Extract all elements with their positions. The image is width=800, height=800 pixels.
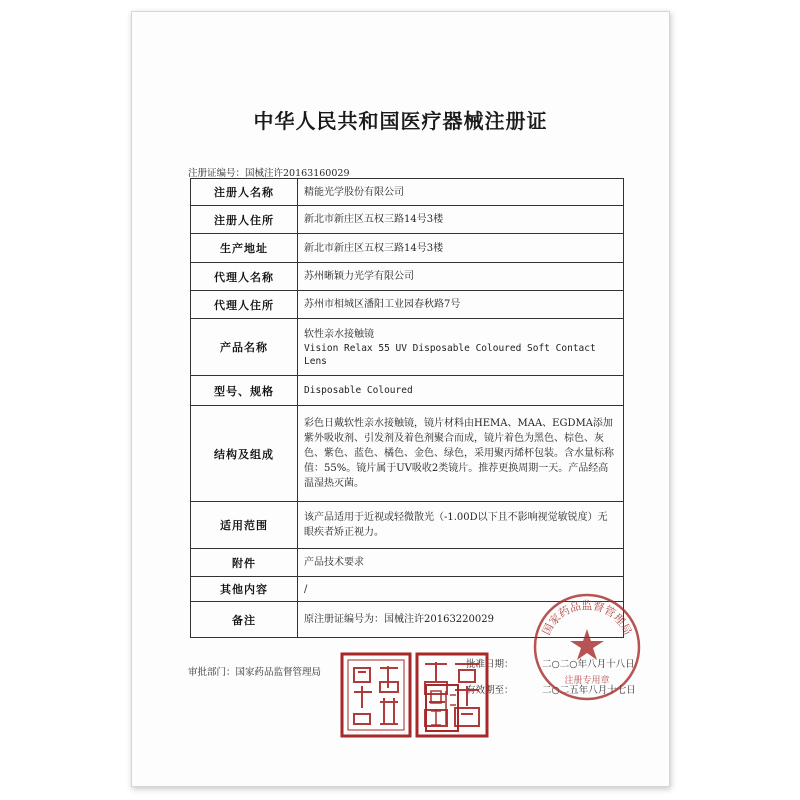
row-label: 附件 — [191, 549, 298, 577]
row-label: 适用范围 — [191, 502, 298, 549]
row-value: / — [298, 577, 624, 602]
table-row — [191, 406, 624, 502]
table-row — [191, 502, 624, 549]
table-row — [191, 206, 624, 234]
product-name-cn: 软性亲水接触镜 — [304, 328, 374, 340]
certificate-sheet — [131, 11, 670, 787]
registration-number: 注册证编号：国械注许20163160029 — [188, 168, 350, 179]
approval-department: 审批部门：国家药品监督管理局 — [188, 667, 322, 678]
square-seal-small — [424, 683, 460, 733]
seal-sub-text: 注册专用章 — [564, 676, 610, 686]
row-label: 型号、规格 — [191, 376, 298, 406]
row-value: 苏州晰颖力光学有限公司 — [298, 263, 624, 291]
row-label: 生产地址 — [191, 234, 298, 263]
row-label: 注册人名称 — [191, 179, 298, 206]
row-value: 原注册证编号为：国械注许20163220029 — [298, 602, 624, 638]
seal-text: 国家药品监督管理局 — [539, 599, 635, 638]
row-value: 彩色日戴软性亲水接触镜，镜片材料由HEMA、MAA、EGDMA添加紫外吸收剂、引发剂及着色剂聚合而成，镜片着色为黑色、棕色、灰色、紫色、蓝色、橘色、金色、绿色，采用聚丙烯杯包装。含水量标称值：55%。镜片属于UV吸收2类镜片。推荐更换周期一天。产品经高温湿热灭菌。 — [298, 406, 624, 502]
product-name-en: Vision Relax 55 UV Disposable Coloured Soft Contact Lens — [304, 342, 596, 367]
official-seal — [527, 587, 647, 707]
row-label: 其他内容 — [191, 577, 298, 602]
row-label: 代理人住所 — [191, 291, 298, 319]
row-value: 精能光学股份有限公司 — [298, 179, 624, 206]
table-row — [191, 549, 624, 577]
table-row — [191, 376, 624, 406]
square-seal-left — [340, 652, 412, 738]
valid-until: 二○二五年八月十七日 — [542, 685, 636, 696]
row-value: 新北市新庄区五权三路14号3楼 — [298, 234, 624, 263]
row-label: 结构及组成 — [191, 406, 298, 502]
row-value — [298, 319, 624, 376]
row-label: 注册人住所 — [191, 206, 298, 234]
approval-date: 二○二○年八月十八日 — [542, 659, 635, 670]
table-row — [191, 319, 624, 376]
row-value: 产品技术要求 — [298, 549, 624, 577]
table-row — [191, 291, 624, 319]
row-value: 该产品适用于近视或轻微散光（-1.00D以下且不影响视觉敏锐度）无眼疾者矫正视力。 — [298, 502, 624, 549]
approval-date-label: 批准日期： — [466, 659, 514, 670]
row-label: 代理人名称 — [191, 263, 298, 291]
document-title: 中华人民共和国医疗器械注册证 — [253, 109, 548, 133]
row-value: 新北市新庄区五权三路14号3楼 — [298, 206, 624, 234]
table-row — [191, 179, 624, 206]
row-value: 苏州市相城区潘阳工业园春秋路7号 — [298, 291, 624, 319]
certificate-table — [190, 178, 624, 638]
table-row — [191, 234, 624, 263]
row-value: Disposable Coloured — [298, 376, 624, 406]
row-label: 备注 — [191, 602, 298, 638]
row-label: 产品名称 — [191, 319, 298, 376]
table-row — [191, 263, 624, 291]
valid-until-label: 有效期至： — [466, 685, 514, 696]
